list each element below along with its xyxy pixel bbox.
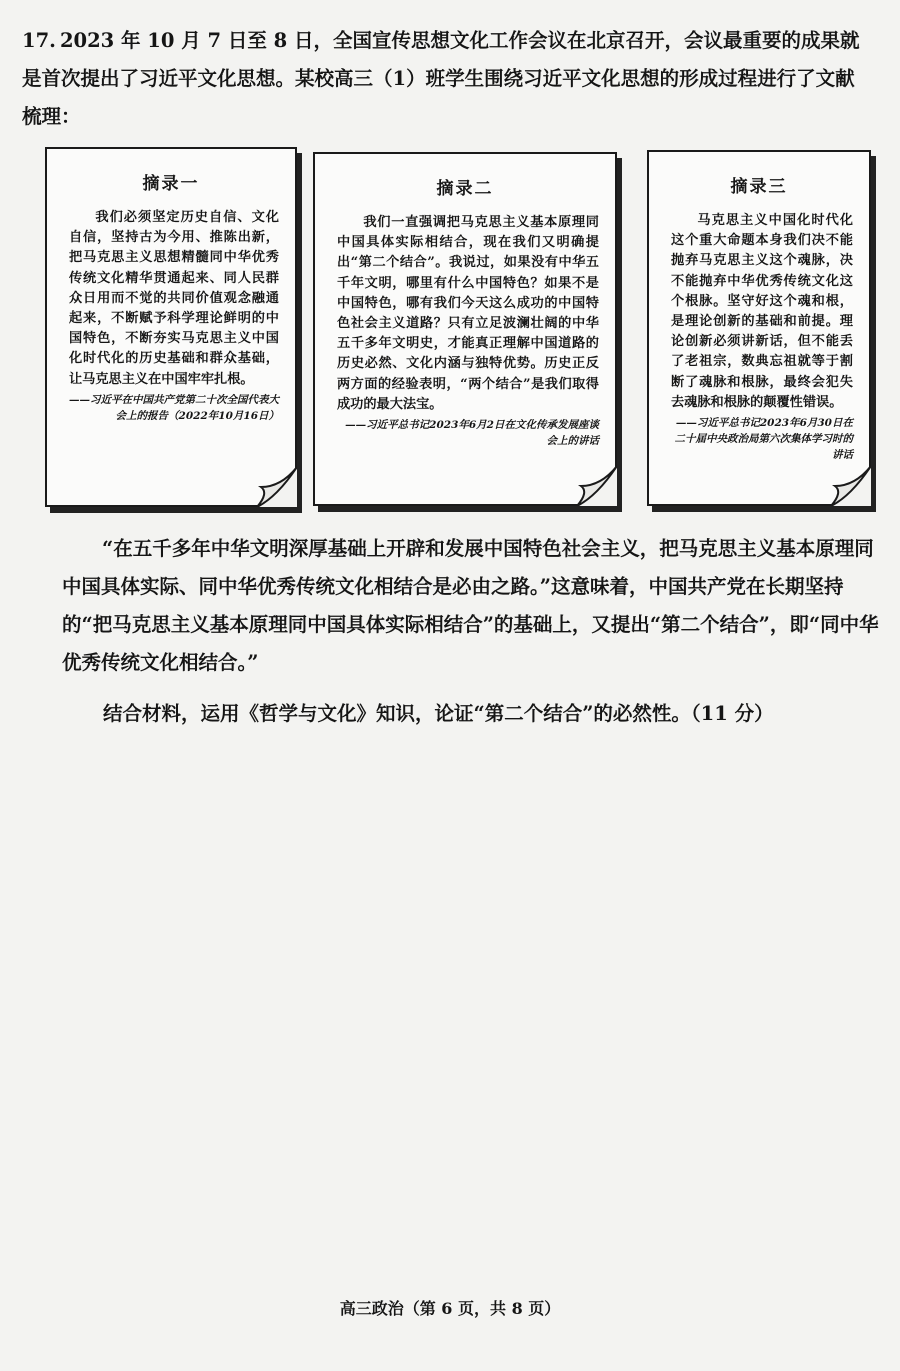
question-number: 17. [22, 29, 56, 52]
page-curl-icon [821, 456, 871, 506]
question-intro [22, 22, 867, 136]
task-prompt: 结合材料，运用《哲学与文化》知识，论证“第二个结合”的必然性。（11 分） [103, 702, 774, 725]
question-intro-text: 2023 年 10 月 7 日至 8 日，全国宣传思想文化工作会议在北京召开，会议最重要的成果就是首次提出了习近平文化思想。某校高三（1）班学生围绕习近平文化思想的形成过程进行了文献梳理： [22, 29, 860, 128]
excerpt-source: ——习近平在中国共产党第二十次全国代表大会上的报告（2022年10月16日） [69, 393, 279, 422]
page-footer: 高三政治（第 6 页，共 8 页） [339, 1299, 561, 1318]
excerpt-title: 摘录三 [730, 177, 788, 197]
excerpt-card-1 [45, 147, 297, 507]
excerpt-body: 我们一直强调把马克思主义基本原理同中国具体实际相结合，现在我们又明确提出“第二个结合”。我说过，如果没有中华五千年文明，哪里有什么中国特色？如果不是中国特色，哪有我们今天这么成功的中国特色社会主义道路？只有立足波澜壮阔的中华五千多年文明史，才能真正理解中国道路的历史必然、文化内涵与独特优势。历史正反两方面的经验表明，“两个结合”是我们取得成功的最大法宝。 [337, 215, 599, 412]
excerpt-body: 马克思主义中国化时代化这个重大命题本身我们决不能抛弃马克思主义这个魂脉，决不能抛弃中华优秀传统文化这个根脉。坚守好这个魂和根，是理论创新的基础和前提。理论创新必须讲新话，但不能丢了老祖宗，数典忘祖就等于割断了魂脉和根脉，最终会犯失去魂脉和根脉的颠覆性错误。 [671, 213, 853, 410]
material-paragraph: “在五千多年中华文明深厚基础上开辟和发展中国特色社会主义，把马克思主义基本原理同中国具体实际、同中华优秀传统文化相结合是必由之路。”这意味着，中国共产党在长期坚持的“把马克思主义基本原理同中国具体实际相结合”的基础上，又提出“第二个结合”，即“同中华优秀传统文化相结合。” [62, 537, 879, 674]
excerpt-source: ——习近平总书记2023年6月2日在文化传承发展座谈会上的讲话 [345, 419, 599, 448]
excerpt-title: 摘录二 [436, 179, 494, 199]
excerpt-body: 我们必须坚定历史自信、文化自信，坚持古为今用、推陈出新，把马克思主义思想精髓同中华优秀传统文化精华贯通起来、同人民群众日用而不觉的共同价值观念融通起来，不断赋予科学理论鲜明的中国特色，不断夯实马克思主义中国化时代化的历史基础和群众基础，让马克思主义在中国牢牢扎根。 [69, 210, 279, 387]
page-curl-icon [247, 457, 297, 507]
page-curl-icon [567, 456, 617, 506]
excerpt-title: 摘录一 [142, 174, 200, 194]
excerpt-card-3 [647, 150, 871, 506]
excerpt-source: ——习近平总书记2023年6月30日在二十届中央政治局第六次集体学习时的讲话 [674, 417, 853, 462]
excerpt-card-2 [313, 152, 617, 506]
